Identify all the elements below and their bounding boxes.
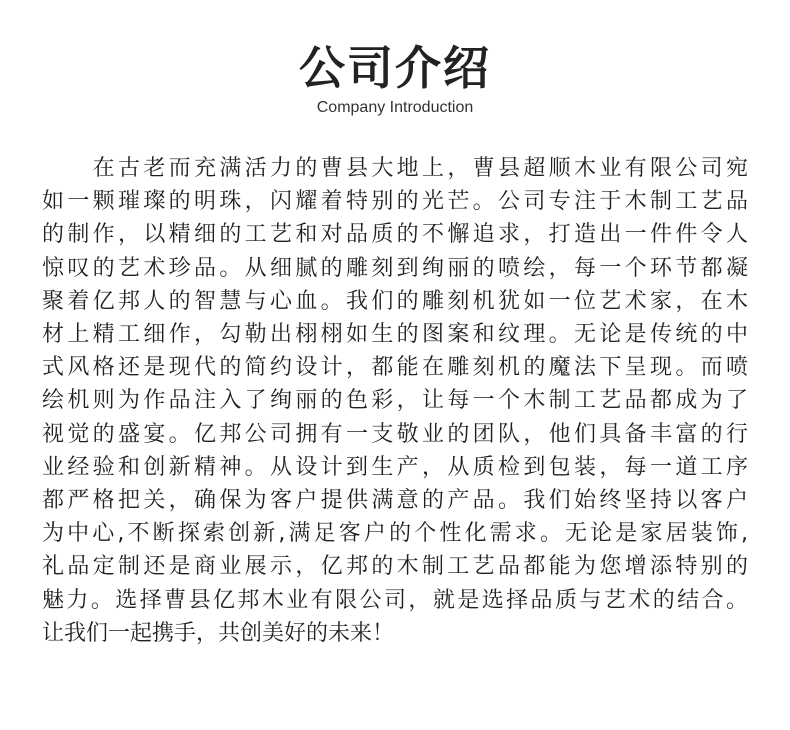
paragraph-line: 如一颗璀璨的明珠，闪耀着特别的光芒。公司专注于木制工艺品 [42, 189, 748, 215]
paragraph-line: 式风格还是现代的简约设计，都能在雕刻机的魔法下呈现。而喷 [42, 355, 748, 381]
intro-paragraph [42, 152, 748, 650]
paragraph-line: 在古老而充满活力的曹县大地上，曹县超顺木业有限公司宛 [42, 156, 748, 181]
paragraph-line: 绘机则为作品注入了绚丽的色彩，让每一个木制工艺品都成为了 [42, 388, 748, 414]
paragraph-line: 礼品定制还是商业展示，亿邦的木制工艺品都能为您增添特别的 [42, 554, 748, 580]
paragraph-line: 魅力。选择曹县亿邦木业有限公司，就是选择品质与艺术的结合。 [42, 587, 748, 613]
page-title: 公司介绍 [299, 41, 491, 95]
paragraph-line: 的制作，以精细的工艺和对品质的不懈追求，打造出一件件令人 [42, 222, 748, 248]
paragraph-line-last: 让我们一起携手，共创美好的未来！ [42, 620, 395, 646]
paragraph-line: 为中心,不断探索创新,满足客户的个性化需求。无论是家居装饰, [42, 521, 748, 547]
paragraph-line: 都严格把关，确保为客户提供满意的产品。我们始终坚持以客户 [42, 488, 748, 514]
page-subtitle: Company Introduction [316, 99, 474, 116]
paragraph-line: 惊叹的艺术珍品。从细腻的雕刻到绚丽的喷绘，每一个环节都凝 [42, 255, 748, 281]
paragraph-line: 材上精工细作，勾勒出栩栩如生的图案和纹理。无论是传统的中 [42, 322, 748, 348]
paragraph-line: 业经验和创新精神。从设计到生产，从质检到包装，每一道工序 [42, 454, 748, 480]
paragraph-line: 聚着亿邦人的智慧与心血。我们的雕刻机犹如一位艺术家，在木 [42, 288, 748, 314]
paragraph-line: 视觉的盛宴。亿邦公司拥有一支敬业的团队，他们具备丰富的行 [42, 421, 748, 447]
